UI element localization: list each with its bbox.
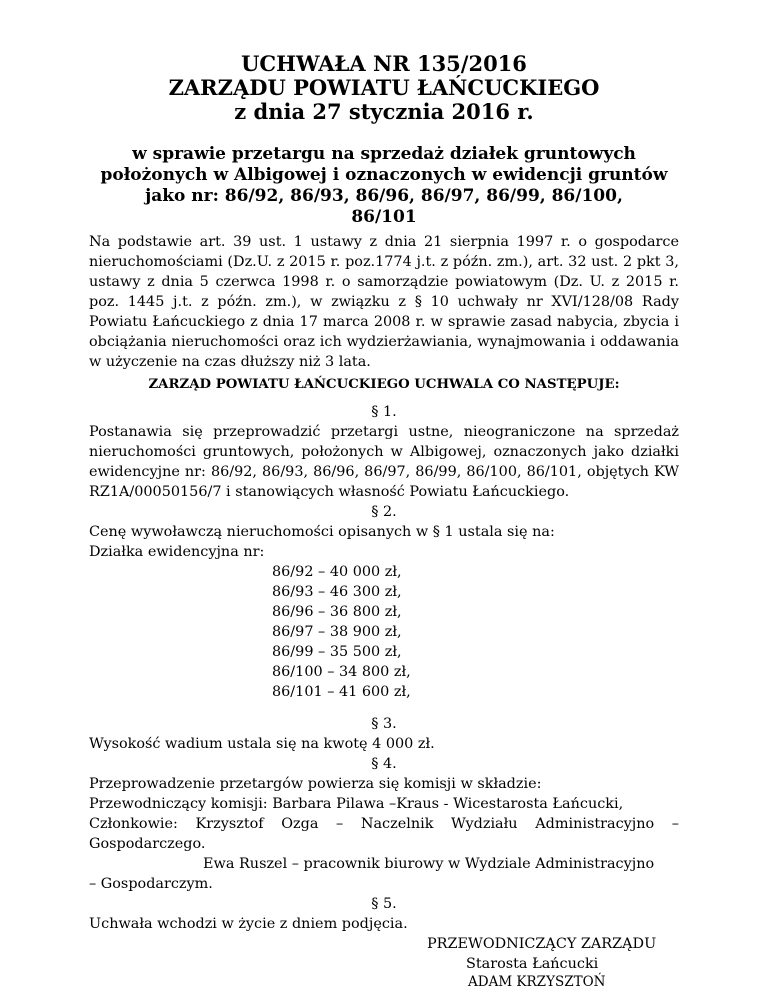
parcel-list-label: Działka ewidencyjna nr:: [89, 544, 265, 560]
section-2-intro: Cenę wywoławczą nieruchomości opisanych w § 1 ustala się na:: [89, 524, 555, 540]
legal-basis-paragraph: Na podstawie art. 39 ust. 1 ustawy z dnia 21 sierpnia 1997 r. o gospodarce nieruchomościami (Dz.U. z 2015 r. poz.1774 j.t. z późn. zm.), art. 32 ust. 2 pkt 3, ustawy z dnia 5 czerwca 1998 r. o samorządzie powiatowym (Dz. U. z 2015 r. poz. 1445 j.t. z późn. zm.), w związku z § 10 uchwały nr XVI/128/08 Rady Powiatu Łańcuckiego z dnia 17 marca 2008 r. w sprawie zasad nabycia, zbycia i obciążania nieruchomości oraz ich wydzierżawiania, wynajmowania i oddawania w użyczenie na czas dłuższy niż 3 lata.: [89, 234, 679, 370]
commission-chair: Przewodniczący komisji: Barbara Pilawa –Kraus - Wicestarosta Łańcucki,: [89, 796, 624, 812]
signature-office: Starosta Łańcucki: [466, 956, 599, 972]
price-item: 86/96 – 36 800 zł,: [272, 604, 402, 620]
section-1-mark: § 1.: [371, 404, 397, 420]
subject-line-4: 86/101: [351, 207, 417, 227]
subject-line-3: jako nr: 86/92, 86/93, 86/96, 86/97, 86/99, 86/100,: [145, 186, 623, 206]
commission-members-cont: Gospodarczego.: [89, 836, 206, 852]
commission-member-2: Ewa Ruszel – pracownik biurowy w Wydziale Administracyjno: [203, 856, 655, 872]
subject-line-2: położonych w Albigowej i oznaczonych w ewidencji gruntów: [100, 165, 668, 185]
subject-line-1: w sprawie przetargu na sprzedaż działek gruntowych: [132, 144, 636, 164]
signature-role: PRZEWODNICZĄCY ZARZĄDU: [427, 936, 657, 952]
section-3-mark: § 3.: [371, 716, 397, 732]
resolves-heading: ZARZĄD POWIATU ŁAŃCUCKIEGO UCHWALA CO NASTĘPUJE:: [148, 377, 620, 392]
commission-member-2-cont: – Gospodarczym.: [89, 876, 213, 892]
signature-name: ADAM KRZYSZTOŃ: [468, 974, 606, 990]
price-item: 86/101 – 41 600 zł,: [272, 684, 411, 700]
price-item: 86/93 – 46 300 zł,: [272, 584, 402, 600]
resolution-number: UCHWAŁA NR 135/2016: [241, 51, 527, 76]
section-4-mark: § 4.: [371, 756, 397, 772]
issuing-body: ZARZĄDU POWIATU ŁAŃCUCKIEGO: [168, 75, 600, 100]
section-3-text: Wysokość wadium ustala się na kwotę 4 000 zł.: [89, 736, 435, 752]
commission-intro: Przeprowadzenie przetargów powierza się komisji w składzie:: [89, 776, 542, 792]
resolution-date: z dnia 27 stycznia 2016 r.: [234, 99, 534, 124]
section-1-text: Postanawia się przeprowadzić przetargi ustne, nieograniczone na sprzedaż nieruchomości gruntowych, położonych w Albigowej, oznaczonych jako działki ewidencyjne nr: 86/92, 86/93, 86/96, 86/97, 86/99, 86/100, 86/101, objętych KW RZ1A/00050156/7 i stanowiących własność Powiatu Łańcuckiego.: [89, 424, 679, 500]
price-item: 86/97 – 38 900 zł,: [272, 624, 402, 640]
section-5-mark: § 5.: [371, 896, 397, 912]
section-2-mark: § 2.: [371, 504, 397, 520]
commission-members: Członkowie: Krzysztof Ozga – Naczelnik Wydziału Administracyjno –: [89, 816, 679, 832]
price-item: 86/99 – 35 500 zł,: [272, 644, 402, 660]
price-item: 86/100 – 34 800 zł,: [272, 664, 411, 680]
section-5-text: Uchwała wchodzi w życie z dniem podjęcia.: [89, 916, 408, 932]
price-item: 86/92 – 40 000 zł,: [272, 564, 402, 580]
